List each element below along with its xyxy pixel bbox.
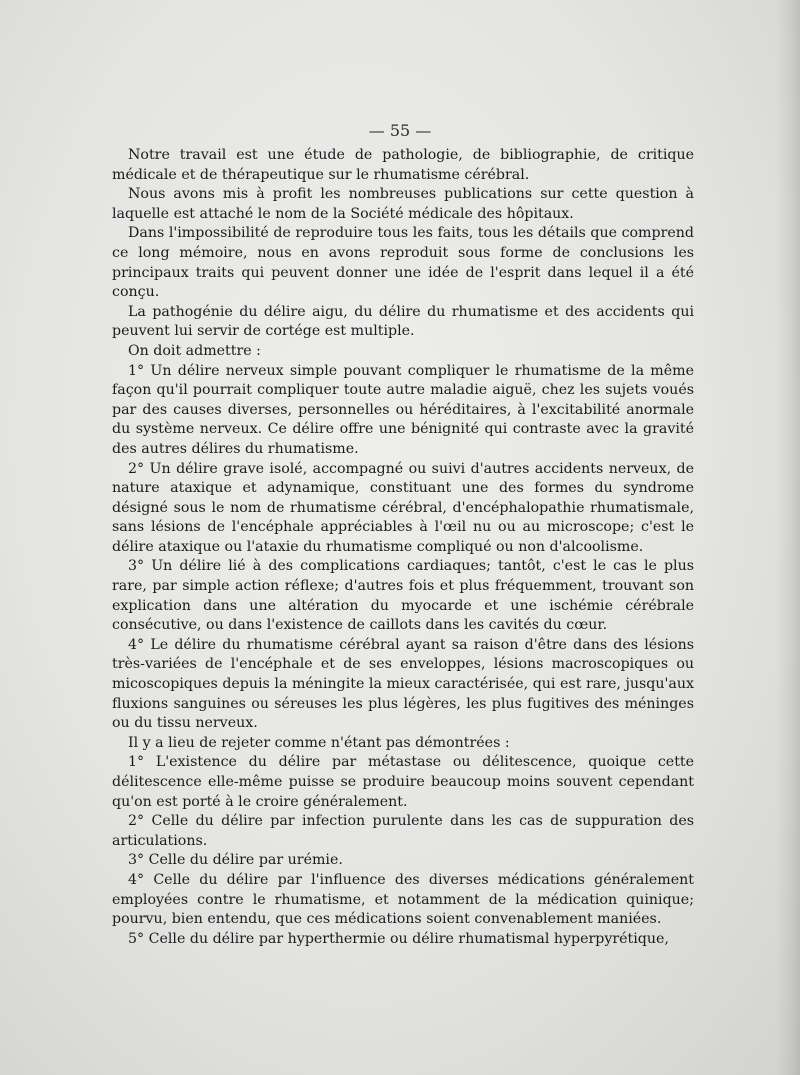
paragraph-reject-2: 2° Celle du délire par infection purulente dans les cas de suppuration des articulations.	[112, 813, 694, 849]
paragraph-reject-3: 3° Celle du délire par urémie.	[128, 852, 343, 869]
paragraph-admettre: On doit admettre :	[128, 342, 261, 359]
paragraph-point-1: 1° Un délire nerveux simple pouvant compliquer le rhumatisme de la même façon qu'il pourrait compliquer toute autre maladie aiguë, chez les sujets voués par des causes diverses, personnelles ou héréditaires, à l'excitabilité anormale du système nerveux. Ce délire offre une bénignité qui contraste avec la gravité des autres délires du rhumatisme.	[112, 362, 694, 457]
paragraph-point-4: 4° Le délire du rhumatisme cérébral ayant sa raison d'être dans des lésions très-variées de l'encéphale et de ses enveloppes, lésions macroscopiques ou micoscopiques depuis la méningite la mieux caractérisée, qui est rare, jusqu'aux fluxions sanguines ou séreuses les plus légères, les plus fugitives des méninges ou du tissu nerveux.	[112, 636, 694, 732]
page-number: — 55 —	[368, 121, 432, 140]
paragraph-pathogenie: La pathogénie du délire aigu, du délire du rhumatisme et des accidents qui peuvent lui servir de cortége est multiple.	[112, 303, 694, 340]
page-fold-shadow	[776, 0, 800, 1075]
paragraph-intro: Notre travail est une étude de pathologie, de bibliographie, de critique médicale et de thérapeutique sur le rhumatisme cérébral.	[112, 147, 694, 183]
paragraph-reject-1: 1° L'existence du délire par métastase ou délitescence, quoique cette délitescence elle-même puisse se produire beaucoup moins souvent cependant qu'on est porté à le croire généralement.	[112, 754, 694, 810]
paragraph-publications: Nous avons mis à profit les nombreuses publications sur cette question à laquelle est attaché le nom de la Société médicale des hôpitaux.	[112, 186, 694, 222]
paragraph-reject-4: 4° Celle du délire par l'influence des diverses médications généralement employées contre le rhumatisme, et notamment de la médication quinique; pourvu, bien entendu, que ces médications soient convenablement maniées.	[112, 871, 694, 928]
paragraph-memoire: Dans l'impossibilité de reproduire tous les faits, tous les détails que comprend ce long mémoire, nous en avons reproduit sous forme de conclusions les principaux traits qui peuvent donner une idée de l'esprit dans lequel il a été conçu.	[112, 225, 694, 301]
paragraph-point-2: 2° Un délire grave isolé, accompagné ou suivi d'autres accidents nerveux, de nature ataxique et adynamique, constituant une des formes du syndrome désigné sous le nom de rhumatisme cérébral, d'encéphalopathie rhumatismale, sans lésions de l'encéphale appréciables à l'œil nu ou au microscope; c'est le délire ataxique ou l'ataxie du rhumatisme compliqué ou non d'alcoolisme.	[112, 460, 694, 555]
paragraph-rejeter: Il y a lieu de rejeter comme n'étant pas démontrées :	[128, 734, 510, 751]
paragraph-reject-5: 5° Celle du délire par hyperthermie ou délire rhumatismal hyperpyrétique,	[128, 930, 669, 947]
body-text	[112, 146, 694, 949]
paragraph-point-3: 3° Un délire lié à des complications cardiaques; tantôt, c'est le cas le plus rare, par simple action réflexe; d'autres fois et plus fréquemment, trouvant son explication dans une altération du myocarde et une ischémie cérébrale consécutive, ou dans l'existence de caillots dans les cavités du cœur.	[112, 558, 694, 634]
